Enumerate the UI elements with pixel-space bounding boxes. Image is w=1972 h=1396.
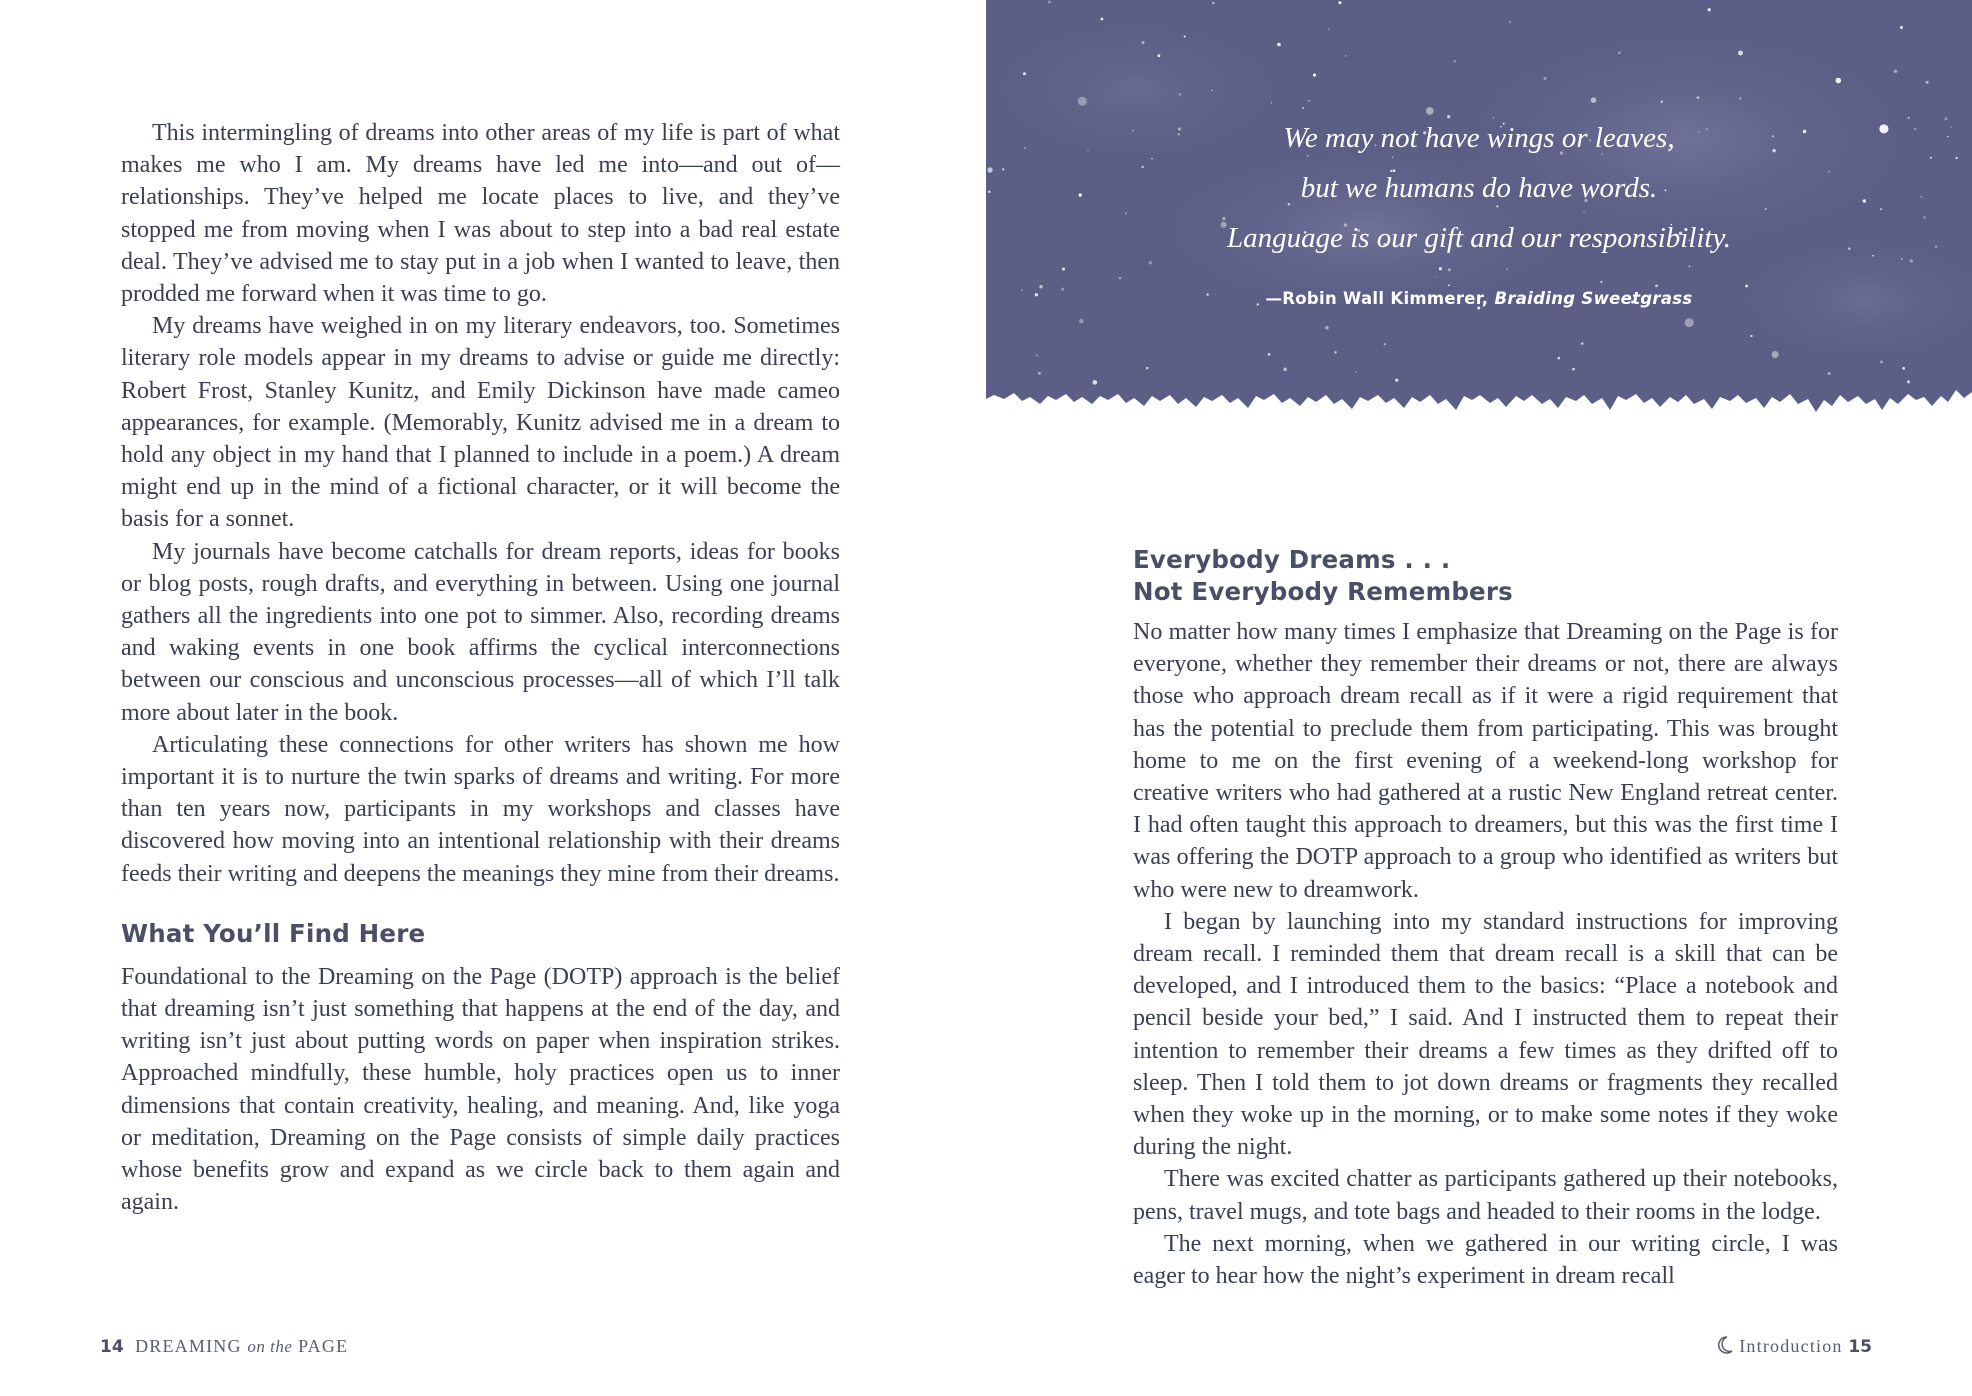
- star: [1448, 268, 1451, 271]
- star: [1544, 77, 1547, 80]
- star: [1894, 70, 1897, 73]
- star: [1880, 361, 1883, 364]
- star: [1036, 354, 1038, 356]
- star: [1745, 285, 1748, 288]
- body-paragraph: There was excited chatter as participants gathered up their notebooks, pens, travel mugs, and tote bags and headed to their rooms in the lodge.: [1133, 1166, 1838, 1225]
- star: [1708, 8, 1711, 11]
- star: [1100, 18, 1103, 21]
- star: [1509, 21, 1511, 23]
- star: [1283, 367, 1287, 371]
- star: [1395, 379, 1398, 382]
- running-footer-right: [1717, 1336, 1872, 1359]
- star: [1039, 285, 1042, 288]
- heading-line: Everybody Dreams . . .: [1133, 545, 1451, 574]
- star: [1828, 372, 1831, 375]
- star: [1689, 265, 1691, 267]
- attribution-book: Braiding Sweetgrass: [1494, 289, 1693, 308]
- body-paragraph: My journals have become catchalls for dream reports, ideas for books or blog posts, rough drafts, and everything in between. Using one journal gathers all the ingredients into one pot to simmer. Also, recording dreams and waking events in one book affirms the cyclical interconnections between our conscious and unconscious processes—all of which I’ll talk more about later in the book.: [121, 538, 840, 726]
- star: [1328, 28, 1329, 29]
- star: [1836, 78, 1842, 84]
- right-page: [986, 0, 1972, 1396]
- star: [1093, 380, 1098, 385]
- star: [1158, 54, 1161, 57]
- star: [1179, 93, 1181, 95]
- heading-line: Not Everybody Remembers: [1133, 577, 1513, 606]
- running-footer-left: [100, 1336, 348, 1357]
- quote-line: Language is our gift and our responsibility.: [1226, 222, 1732, 254]
- star: [1062, 267, 1065, 270]
- star: [1212, 2, 1214, 4]
- quote-line: but we humans do have words.: [1300, 172, 1658, 204]
- star: [1557, 357, 1560, 360]
- attribution-author: —Robin Wall Kimmerer,: [1265, 289, 1495, 308]
- star: [1079, 319, 1084, 324]
- star: [1268, 353, 1271, 356]
- star: [1902, 367, 1905, 370]
- star: [1453, 60, 1455, 62]
- left-text-column: [121, 117, 840, 1219]
- star: [1572, 368, 1575, 371]
- star: [1591, 97, 1597, 103]
- star: [1655, 284, 1658, 287]
- star: [1308, 100, 1309, 101]
- running-title-word: PAGE: [298, 1336, 349, 1356]
- epigraph-band: [986, 0, 1972, 420]
- star: [1685, 318, 1694, 327]
- star: [1660, 100, 1663, 103]
- star: [1900, 26, 1903, 29]
- star: [1184, 36, 1186, 38]
- star: [1384, 343, 1386, 345]
- running-title: Introduction: [1739, 1336, 1843, 1356]
- body-paragraph: This intermingling of dreams into other areas of my life is part of what makes me who I am. My dreams have led me into—and out of—relationships. They’ve helped me locate places to live, and they’ve stopped me from moving when I was about to step into a bad real estate deal. They’ve advised me to stay put in a job when I wanted to leave, then prodded me forward when it was time to go.: [121, 120, 840, 308]
- star: [1078, 97, 1087, 106]
- star: [1146, 367, 1149, 370]
- section-heading: What You’ll Find Here: [121, 918, 426, 948]
- page-number: 15: [1848, 1337, 1872, 1357]
- running-title-word: on the: [247, 1337, 293, 1356]
- star: [1119, 277, 1121, 279]
- star: [1355, 371, 1356, 372]
- quote-line: We may not have wings or leaves,: [1283, 122, 1675, 154]
- star: [1302, 107, 1304, 109]
- star: [1142, 41, 1145, 44]
- star: [1739, 97, 1741, 99]
- star: [1448, 284, 1450, 286]
- right-text-column: [1133, 544, 1838, 1292]
- star: [1334, 351, 1336, 353]
- star: [1338, 1, 1341, 4]
- page-number: 14: [100, 1337, 124, 1357]
- star: [1772, 351, 1779, 358]
- star: [1436, 276, 1437, 277]
- star: [1907, 380, 1910, 383]
- epigraph-quote: [986, 113, 1972, 263]
- body-paragraph: No matter how many times I emphasize that Dreaming on the Page is for everyone, whether they remember their dreams or not, there are always those who approach dream recall as if it were a rigid requirement that has the potential to preclude them from participating. This was brought home to me on the first evening of a weekend-long workshop for creative writers who had gathered at a rustic New England retreat center. I had often taught this approach to dreamers, but this was the first time I was offering the DOTP approach to a group who identified as writers but who were new to dreamwork.: [1133, 619, 1838, 903]
- star: [1023, 72, 1026, 75]
- star: [1277, 43, 1281, 47]
- star: [1325, 326, 1328, 329]
- star: [1211, 90, 1212, 91]
- star: [1618, 51, 1621, 54]
- star: [1506, 268, 1507, 269]
- star: [1581, 342, 1583, 344]
- body-paragraph: I began by launching into my standard instructions for improving dream recall. I reminded them that dream recall is a skill that can be developed, and I introduced them to the basics: “Place a notebook and pencil beside your bed,” I said. And I instructed them to repeat their intention to remember their dreams a few times as they drifted off to sleep. Then I told them to jot down dreams or fragments they recalled when they woke up in the morning, or to make some notes if they woke during the night.: [1133, 908, 1838, 1161]
- section-heading: [1133, 544, 1838, 608]
- body-paragraph: Foundational to the Dreaming on the Page (DOTP) approach is the belief that dreaming isn’t just something that happens at the end of the day, and writing isn’t just about putting words on paper when inspiration strikes. Approached mindfully, these humble, holy practices open us to inner dimensions that contain creativity, healing, and meaning. And, like yoga or meditation, Dreaming on the Page consists of simple daily practices whose benefits grow and expand as we circle back to them again and again.: [121, 963, 840, 1216]
- star: [1345, 55, 1346, 56]
- crescent-moon-icon: [1717, 1336, 1733, 1359]
- star: [1439, 267, 1442, 270]
- epigraph-attribution: [986, 289, 1972, 308]
- star: [1048, 1, 1051, 4]
- star: [1038, 372, 1041, 375]
- star: [1313, 74, 1316, 77]
- star: [1750, 335, 1752, 337]
- body-paragraph: The next morning, when we gathered in our writing circle, I was eager to hear how the night’s experiment in dream recall: [1133, 1230, 1838, 1290]
- star: [1600, 281, 1602, 283]
- running-title-word: DREAMING: [135, 1336, 242, 1356]
- running-title: [129, 1336, 348, 1356]
- star: [1738, 51, 1743, 56]
- star: [1697, 96, 1700, 99]
- body-paragraph: Articulating these connections for other writers has shown me how important it is to nurture the twin sparks of dreams and writing. For more than ten years now, participants in my workshops and classes have discovered how moving into an intentional relationship with their dreams feeds their writing and deepens the meanings they mine from their dreams.: [121, 731, 840, 887]
- star: [1271, 102, 1272, 103]
- star: [1926, 81, 1929, 84]
- body-paragraph: My dreams have weighed in on my literary endeavors, too. Sometimes literary role models appear in my dreams to advise or guide me directly: Robert Frost, Stanley Kunitz, and Emily Dickinson have made cameo appearances, for example. (Memorably, Kunitz advised me in a dream to hold any object in my hand that I planned to include in a poem.) A dream might end up in the mind of a fictional character, or it will become the basis for a sonnet.: [121, 313, 840, 533]
